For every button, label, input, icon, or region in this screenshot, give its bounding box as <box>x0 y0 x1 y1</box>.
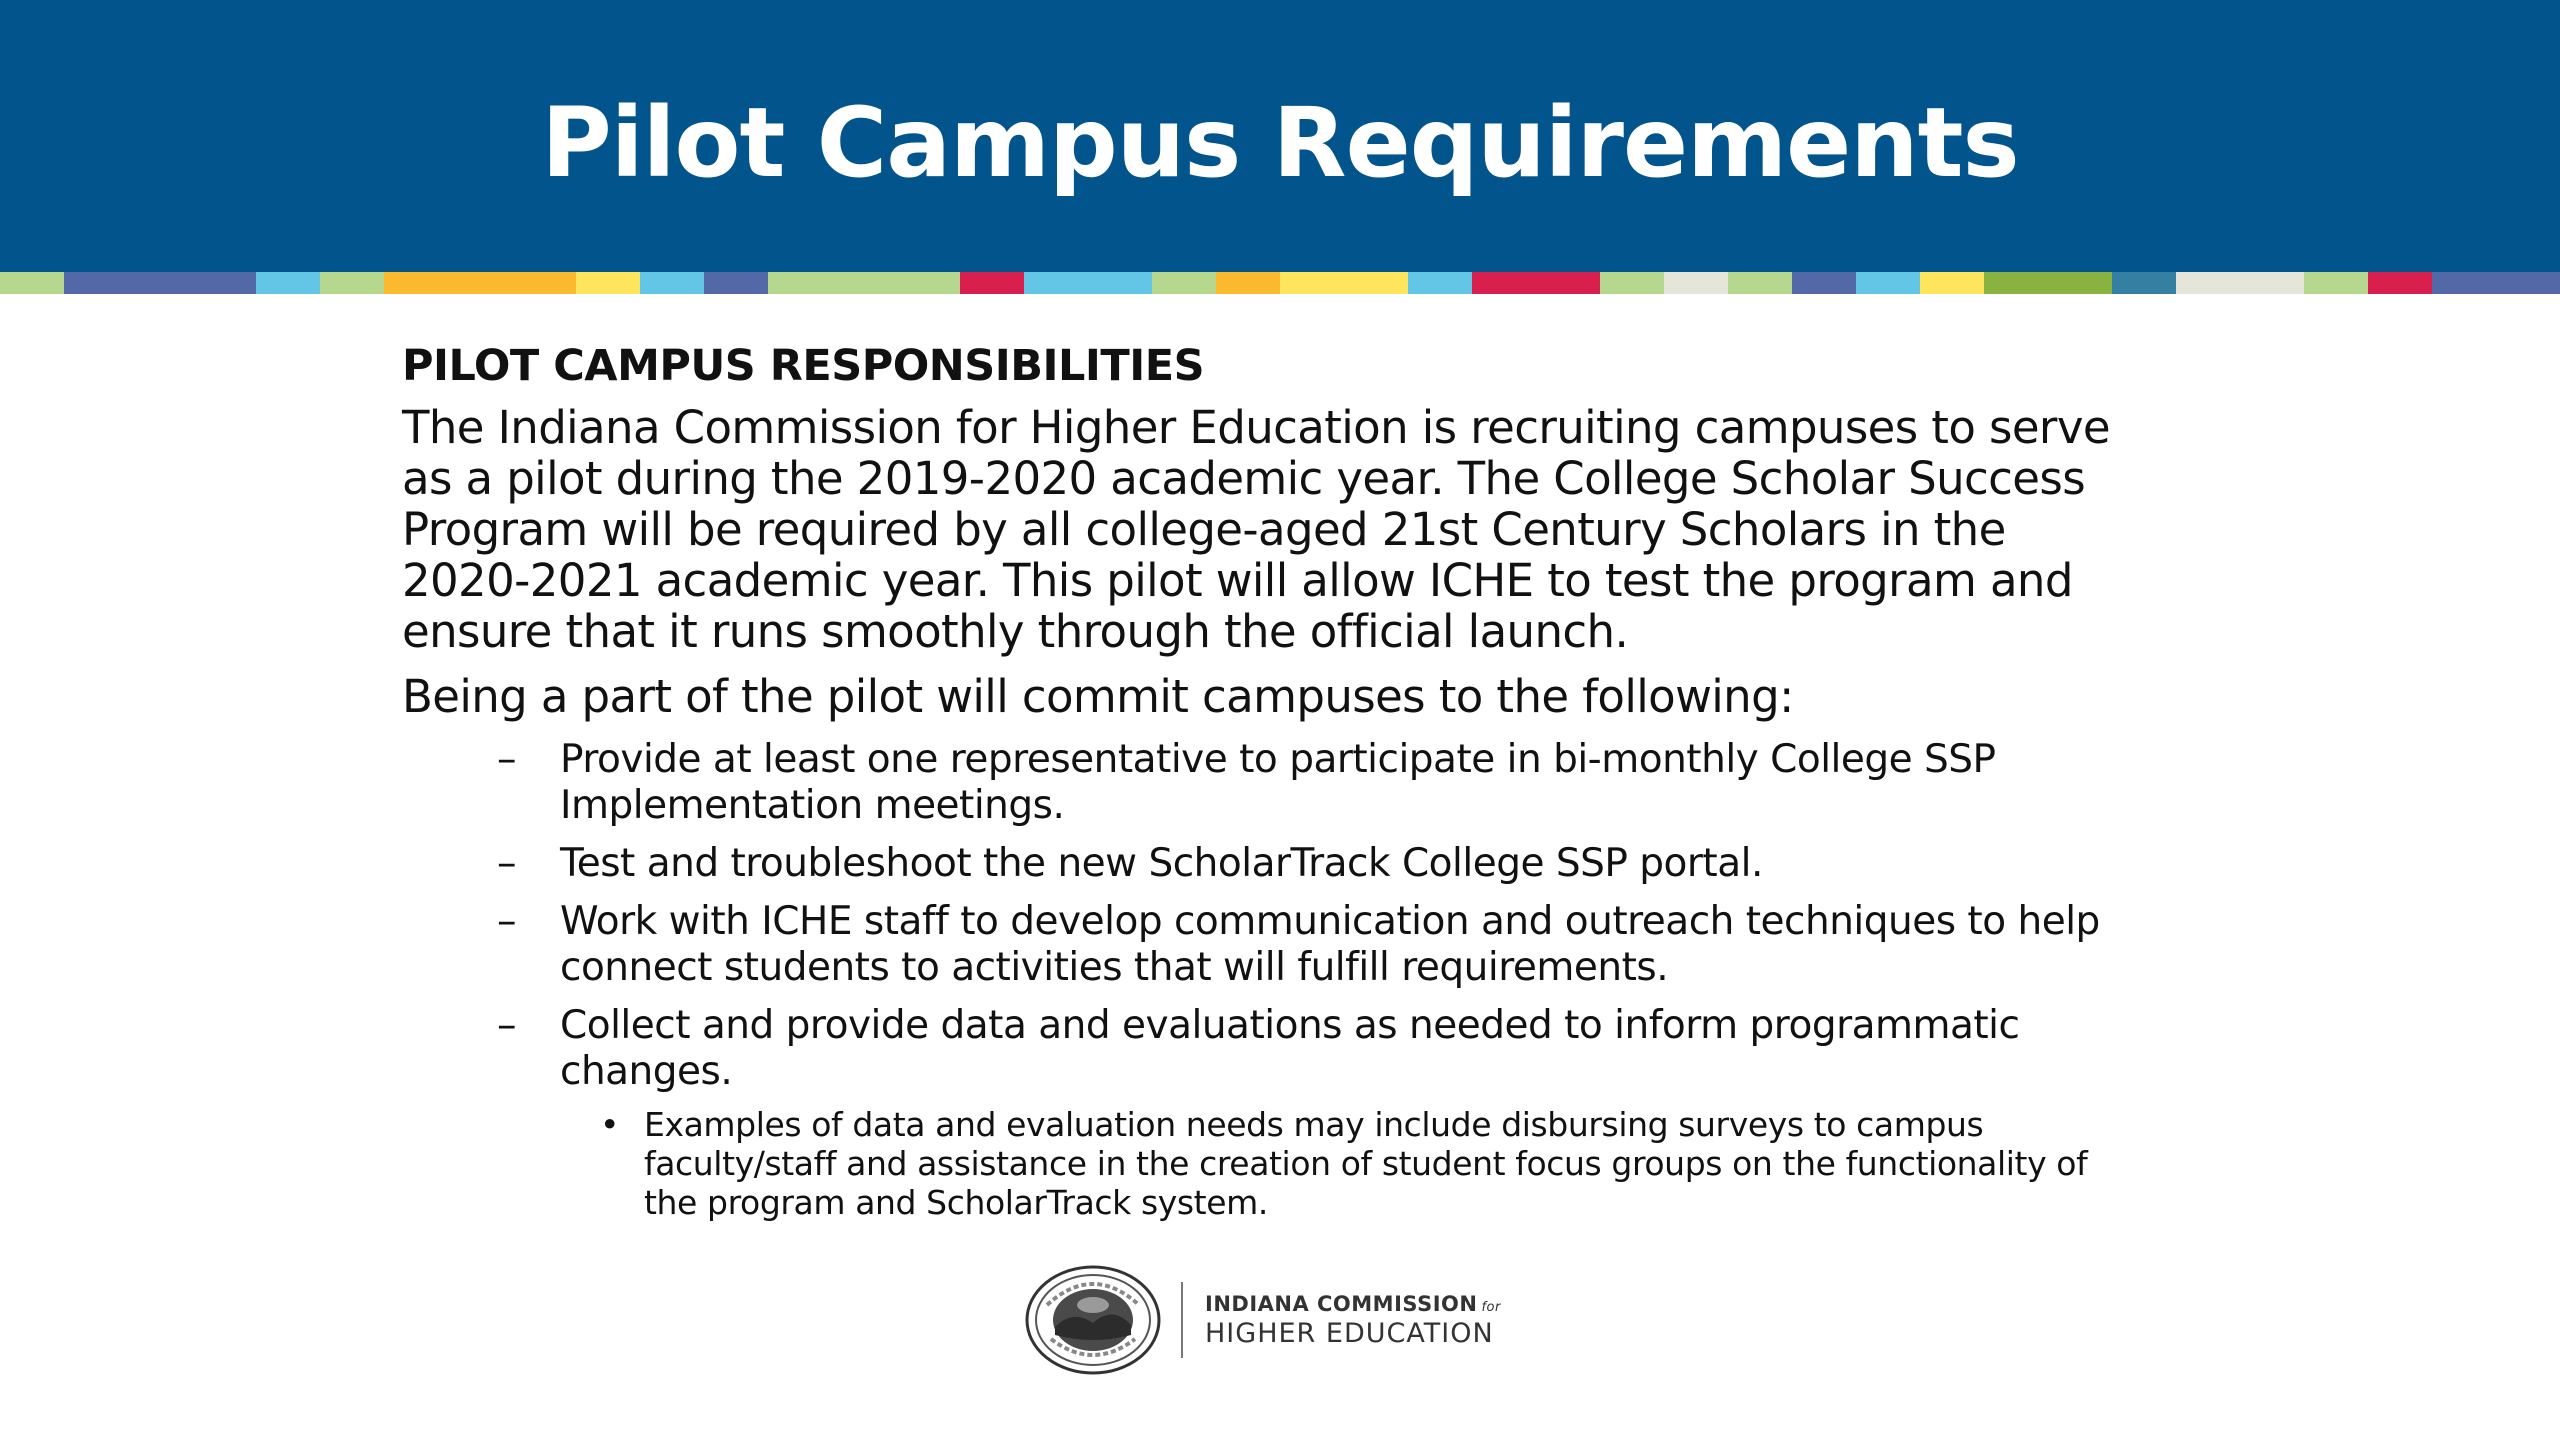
stripe-segment <box>128 272 192 294</box>
list-item-text: Provide at least one representative to participate in bi-monthly College SSP Implementation meetings. <box>560 737 1996 828</box>
logo-line-2: HIGHER EDUCATION <box>1205 1318 1494 1349</box>
stripe-segment <box>2368 272 2432 294</box>
stripe-segment <box>1280 272 1344 294</box>
stripe-segment <box>2112 272 2176 294</box>
stripe-segment <box>640 272 704 294</box>
logo-wordmark <box>1205 1292 1501 1348</box>
stripe-segment <box>576 272 640 294</box>
stripe-segment <box>1344 272 1408 294</box>
stripe-segment <box>1920 272 1984 294</box>
logo-divider <box>1181 1282 1183 1358</box>
stripe-segment <box>2496 272 2560 294</box>
list-item-text: Work with ICHE staff to develop communication and outreach techniques to help connect students to activities that will fulfill requirements. <box>560 899 2100 990</box>
stripe-segment <box>1984 272 2048 294</box>
logo-line-1-text: INDIANA COMMISSION <box>1205 1292 1478 1316</box>
stripe-segment <box>1728 272 1792 294</box>
stripe-segment <box>704 272 768 294</box>
stripe-segment <box>0 272 64 294</box>
stripe-segment <box>2304 272 2368 294</box>
commit-intro: Being a part of the pilot will commit campuses to the following: <box>402 670 1794 723</box>
responsibilities-list <box>402 737 2142 1222</box>
title-banner <box>0 0 2560 272</box>
list-item-text: Test and troubleshoot the new ScholarTrack College SSP portal. <box>560 841 1763 886</box>
dash-bullet-icon: – <box>497 841 516 886</box>
sub-list-item-text: Examples of data and evaluation needs may include disbursing surveys to campus faculty/staff and assistance in the creation of student focus groups on the functionality of the program and ScholarTrack system. <box>644 1105 2088 1222</box>
stripe-segment <box>2176 272 2240 294</box>
stripe-segment <box>2048 272 2112 294</box>
stripe-segment <box>832 272 896 294</box>
stripe-segment <box>1216 272 1280 294</box>
dash-bullet-icon: – <box>497 1003 516 1048</box>
stripe-segment <box>64 272 128 294</box>
stripe-segment <box>1600 272 1664 294</box>
stripe-segment <box>1024 272 1088 294</box>
stripe-segment <box>512 272 576 294</box>
round-bullet-icon: • <box>600 1105 620 1144</box>
stripe-segment <box>1088 272 1152 294</box>
stripe-segment <box>1792 272 1856 294</box>
iche-logo <box>1025 1265 1501 1375</box>
slide-content <box>402 338 2142 1234</box>
dash-bullet-icon: – <box>497 899 516 944</box>
sub-list-item <box>600 1105 2142 1222</box>
stripe-segment <box>1856 272 1920 294</box>
color-stripe <box>0 272 2560 294</box>
stripe-segment <box>2432 272 2496 294</box>
stripe-segment <box>192 272 256 294</box>
stripe-segment <box>1152 272 1216 294</box>
stripe-segment <box>896 272 960 294</box>
logo-for-text: for <box>1481 1300 1501 1315</box>
stripe-segment <box>1536 272 1600 294</box>
state-seal-icon <box>1025 1265 1161 1375</box>
intro-paragraph: The Indiana Commission for Higher Education is recruiting campuses to serve as a pilot during the 2019-2020 academic year. The College Scholar Success Program will be required by all college-aged 21st Century Scholars in the 2020-2021 academic year. This pilot will allow ICHE to test the program and ensure that it runs smoothly through the official launch. <box>402 401 2110 658</box>
stripe-segment <box>1664 272 1728 294</box>
list-item <box>497 1003 2142 1222</box>
logo-line-1 <box>1205 1292 1501 1320</box>
list-item <box>497 899 2142 991</box>
sub-list <box>560 1105 2142 1222</box>
slide-title: Pilot Campus Requirements <box>541 87 2019 199</box>
list-item <box>497 841 2142 887</box>
list-item-text: Collect and provide data and evaluations as needed to inform programmatic changes. <box>560 1003 2020 1094</box>
section-heading: PILOT CAMPUS RESPONSIBILITIES <box>402 341 1205 391</box>
stripe-segment <box>320 272 384 294</box>
stripe-segment <box>384 272 448 294</box>
stripe-segment <box>768 272 832 294</box>
stripe-segment <box>1472 272 1536 294</box>
stripe-segment <box>2240 272 2304 294</box>
stripe-segment <box>1408 272 1472 294</box>
stripe-segment <box>448 272 512 294</box>
list-item <box>497 737 2142 829</box>
dash-bullet-icon: – <box>497 737 516 782</box>
stripe-segment <box>960 272 1024 294</box>
stripe-segment <box>256 272 320 294</box>
